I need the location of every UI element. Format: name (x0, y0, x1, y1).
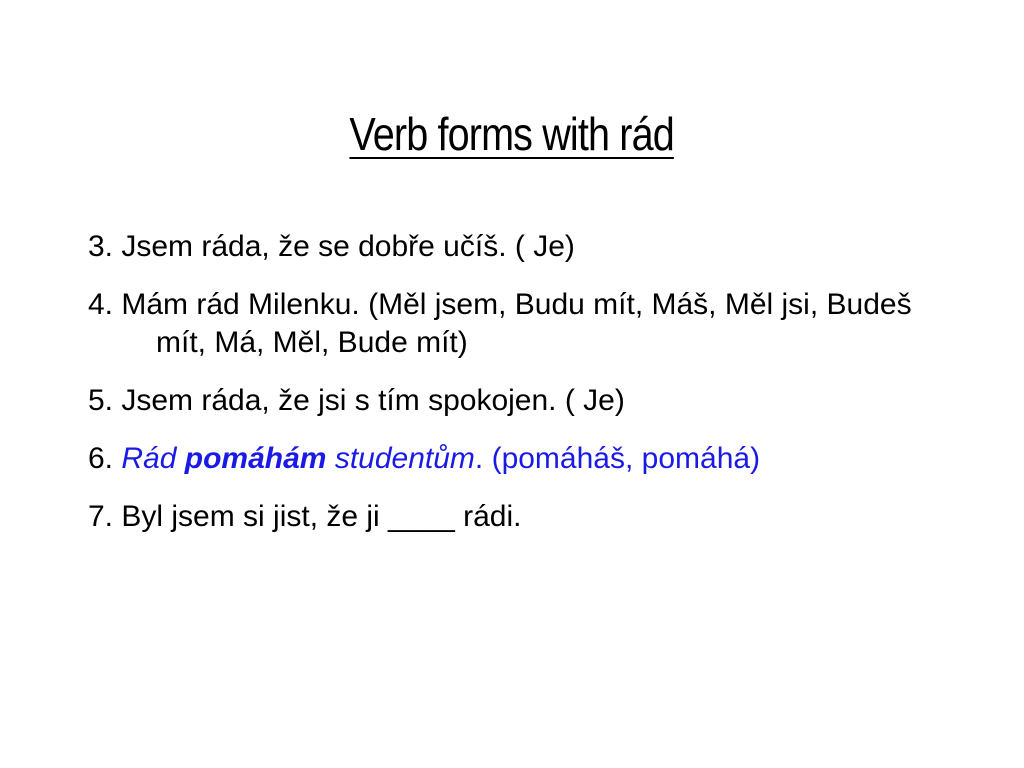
slide-title-text: Verb forms with rád (349, 108, 675, 160)
exercise-item-6-rad: Rád (121, 442, 177, 475)
exercise-item-5: 5. Jsem ráda, že jsi s tím spokojen. ( Je) (88, 384, 625, 417)
exercise-item-6-number: 6. (88, 442, 114, 475)
slide-title (0, 104, 1024, 164)
exercise-item-6 (88, 440, 968, 478)
exercise-item-4: 4. Mám rád Milenku. (Měl jsem, Budu mít, Máš, Měl jsi, Budeš mít, Má, Měl, Bude mít) (88, 288, 912, 359)
exercise-item-6-verb: pomáhám (184, 442, 327, 475)
exercise-item-3: 3. Jsem ráda, že se dobře učíš. ( Je) (88, 230, 575, 263)
exercise-item-6-object: studentům (334, 442, 475, 475)
exercise-item-7: 7. Byl jsem si jist, že ji ____ rádi. (88, 500, 522, 533)
exercise-item-6-forms: . (pomáháš, pomáhá) (474, 442, 761, 475)
exercise-list (88, 228, 968, 556)
